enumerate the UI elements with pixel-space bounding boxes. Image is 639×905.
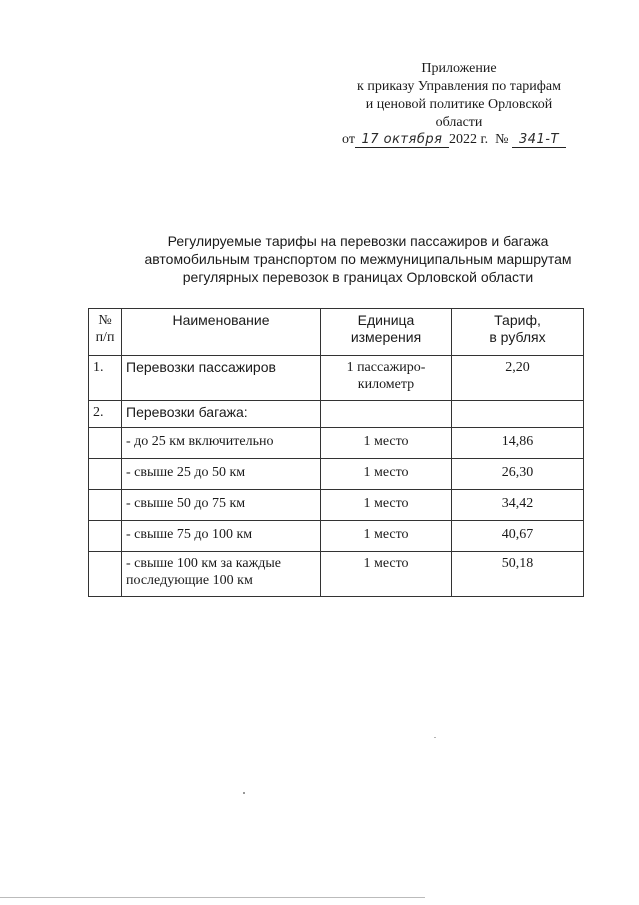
row-unit-line: километр <box>357 377 415 392</box>
date-prefix: от <box>342 132 355 147</box>
title-line: автомобильным транспортом по межмуниципальным маршрутам <box>144 251 572 267</box>
header-name-label: Наименование <box>172 312 270 328</box>
row-name: - до 25 км включительно <box>122 428 321 459</box>
header-tariff-label: в рублях <box>489 329 546 345</box>
row-unit: 1 место <box>321 552 452 597</box>
row-number: 1. <box>89 356 122 401</box>
number-sign: № <box>495 132 509 147</box>
title-line: Регулируемые тарифы на перевозки пассажиров и багажа <box>167 233 549 249</box>
row-name <box>122 552 321 597</box>
table-row <box>89 428 584 459</box>
handwritten-date: 17 октября <box>355 132 449 148</box>
header-tariff <box>452 309 584 356</box>
row-name: Перевозки пассажиров <box>122 356 321 401</box>
table-row <box>89 401 584 428</box>
row-name-line: последующие 100 км <box>126 573 253 588</box>
order-year: 2022 г. <box>448 132 489 147</box>
row-name: - свыше 50 до 75 км <box>122 490 321 521</box>
appendix-header <box>330 60 588 132</box>
row-tariff: 26,30 <box>452 459 584 490</box>
appendix-label: Приложение <box>421 61 497 76</box>
table-header-row <box>89 309 584 356</box>
row-number <box>89 521 122 552</box>
header-unit-label: измерения <box>350 329 422 345</box>
header-number-sign: № <box>98 313 112 328</box>
row-unit <box>321 401 452 428</box>
row-unit: 1 место <box>321 459 452 490</box>
table-row <box>89 490 584 521</box>
appendix-order-line: к приказу Управления по тарифам <box>357 79 561 94</box>
row-tariff <box>452 401 584 428</box>
row-unit-line: 1 пассажиро- <box>346 360 426 375</box>
row-number: 2. <box>89 401 122 428</box>
row-unit <box>321 356 452 401</box>
order-date-line <box>342 131 602 149</box>
document-title <box>120 232 596 286</box>
tariff-table <box>88 308 584 597</box>
header-name <box>122 309 321 356</box>
table-row <box>89 521 584 552</box>
row-tariff: 50,18 <box>452 552 584 597</box>
scan-speck <box>243 792 245 794</box>
row-unit: 1 место <box>321 428 452 459</box>
row-number <box>89 552 122 597</box>
row-tariff: 40,67 <box>452 521 584 552</box>
row-unit: 1 место <box>321 490 452 521</box>
title-line: регулярных перевозок в границах Орловской области <box>182 269 534 285</box>
row-tariff: 2,20 <box>452 356 584 401</box>
table-row <box>89 552 584 597</box>
header-unit <box>321 309 452 356</box>
row-unit: 1 место <box>321 521 452 552</box>
row-tariff: 34,42 <box>452 490 584 521</box>
handwritten-order-number: 341-Т <box>512 132 566 148</box>
row-number <box>89 459 122 490</box>
row-name: - свыше 75 до 100 км <box>122 521 321 552</box>
header-number-label: п/п <box>95 330 115 345</box>
row-tariff: 14,86 <box>452 428 584 459</box>
scan-speck <box>434 737 436 738</box>
row-name: Перевозки багажа: <box>122 401 321 428</box>
row-name-line: - свыше 100 км за каждые <box>126 556 282 571</box>
row-number <box>89 428 122 459</box>
table-row <box>89 356 584 401</box>
header-tariff-label: Тариф, <box>494 312 541 328</box>
row-name: - свыше 25 до 50 км <box>122 459 321 490</box>
header-number <box>89 309 122 356</box>
table-row <box>89 459 584 490</box>
appendix-order-line: области <box>435 115 483 130</box>
header-unit-label: Единица <box>357 312 415 328</box>
appendix-order-line: и ценовой политике Орловской <box>365 97 553 112</box>
scan-edge-line <box>0 897 425 898</box>
row-number <box>89 490 122 521</box>
